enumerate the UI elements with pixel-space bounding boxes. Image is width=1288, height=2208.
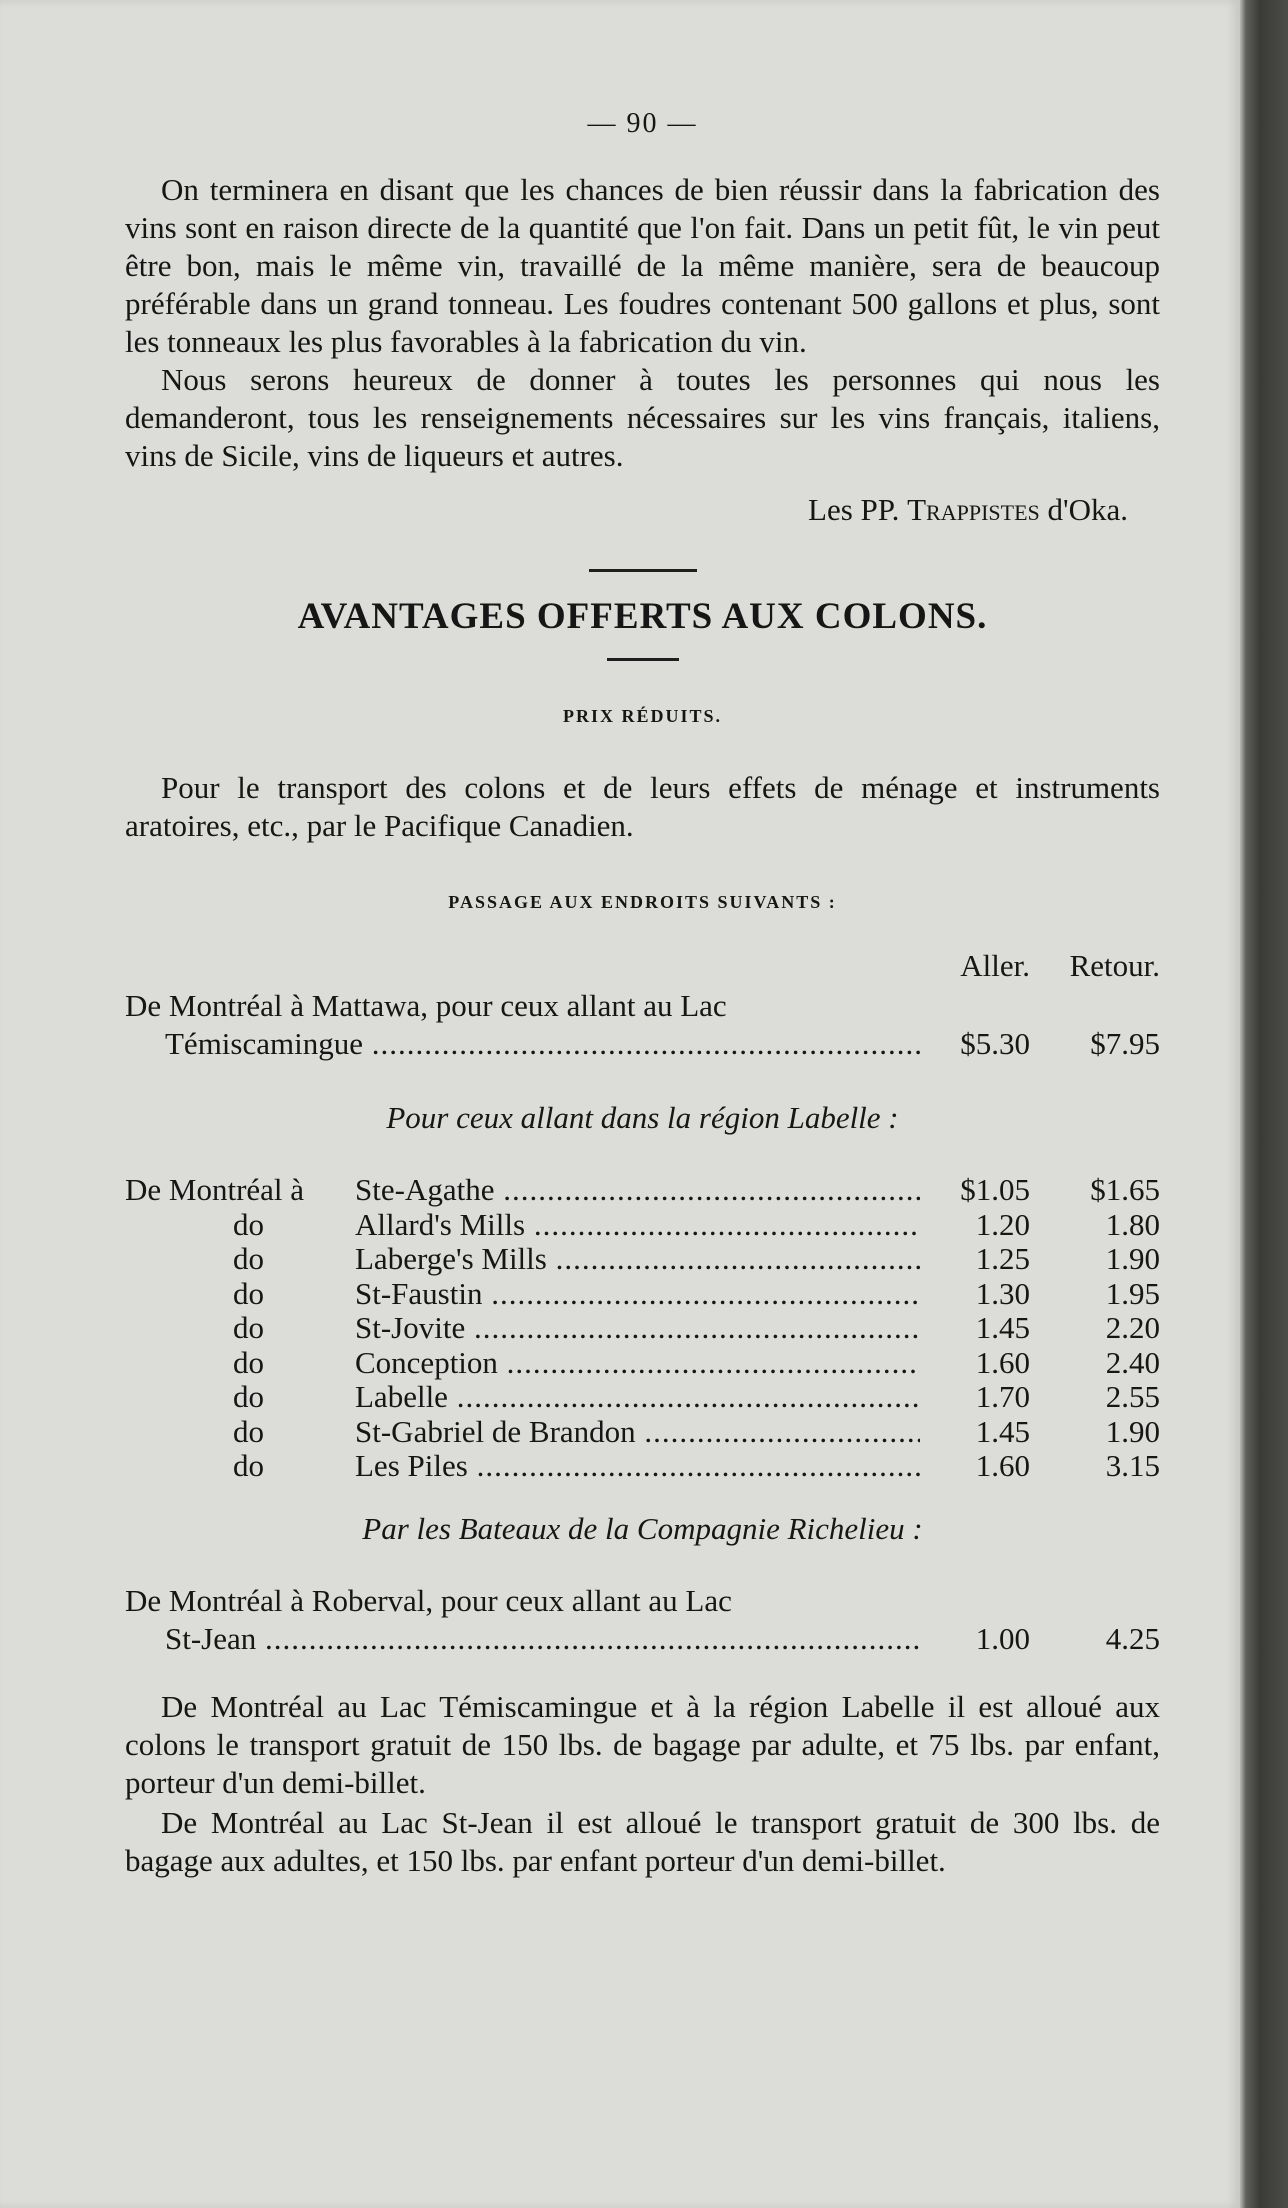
fare-aller: 1.25	[975, 1241, 1030, 1276]
fare-row	[125, 1380, 1160, 1415]
fare-retour: $1.65	[1090, 1172, 1160, 1207]
richelieu-heading: Par les Bateaux de la Compagnie Richelieu :	[362, 1510, 923, 1546]
fare-retour: $7.95	[1090, 1026, 1160, 1061]
fare-destination	[125, 1173, 920, 1208]
fare-prefix: do	[233, 1414, 264, 1449]
fare-entry-line: De Montréal à Mattawa, pour ceux allant au Lac	[125, 988, 727, 1023]
signature	[125, 491, 1128, 529]
fare-destination: Témiscamingue .....	[165, 1025, 920, 1063]
fare-aller: 1.60	[975, 1344, 1030, 1380]
fare-retour: 1.90	[1105, 1241, 1160, 1276]
paragraph-information-offer: Nous serons heureux de donner à toutes les personnes qui nous les demanderont, tous les renseignements nécessaires sur les vins français, italiens, vins de Sicile, vins de liqueurs et autres.	[125, 362, 1160, 473]
divider-rule	[589, 569, 697, 572]
fare-destination	[125, 1346, 920, 1381]
fare-aller: $5.30	[960, 1026, 1030, 1061]
fare-retour: 3.15	[1105, 1448, 1160, 1483]
fare-aller: 1.00	[975, 1620, 1030, 1656]
signature-suffix: d'Oka.	[1047, 492, 1128, 527]
fare-destination	[125, 1311, 920, 1346]
intro-paragraph: Pour le transport des colons et de leurs effets de ménage et instruments aratoires, etc., par le Pacifique Canadien.	[125, 770, 1160, 843]
fare-retour: 2.20	[1105, 1310, 1160, 1345]
fare-place: St-Faustin	[355, 1276, 483, 1311]
fare-retour: 1.80	[1105, 1206, 1160, 1242]
fare-prefix: do	[233, 1276, 264, 1311]
fare-destination	[125, 1449, 920, 1484]
fare-row	[125, 1242, 1160, 1277]
column-header-retour: Retour.	[1069, 948, 1160, 983]
fare-place: Ste-Agathe	[355, 1173, 495, 1207]
fare-entry-mattawa	[125, 987, 1160, 1063]
fare-retour: 1.90	[1105, 1413, 1160, 1449]
fare-destination	[125, 1277, 920, 1312]
divider-rule-short	[607, 658, 679, 661]
fare-aller: 1.30	[975, 1275, 1030, 1311]
fare-row	[125, 1311, 1160, 1346]
labelle-heading: Pour ceux allant dans la région Labelle :	[386, 1100, 899, 1135]
fare-destination: St-Jean .....	[165, 1620, 920, 1658]
fare-aller: 1.70	[975, 1379, 1030, 1414]
fare-row	[125, 1415, 1160, 1450]
fare-prefix: do	[233, 1207, 264, 1242]
fare-prefix: do	[233, 1449, 264, 1483]
fare-aller: 1.45	[975, 1413, 1030, 1449]
fare-row	[125, 1346, 1160, 1381]
fare-aller: 1.45	[975, 1310, 1030, 1345]
fare-retour: 1.95	[1105, 1275, 1160, 1311]
note-baggage-labelle: De Montréal au Lac Témiscamingue et à la région Labelle il est alloué aux colons le transport gratuit de 150 lbs. de bagage par adulte, et 75 lbs. par enfant, porteur d'un demi-billet.	[125, 1688, 1160, 1800]
fare-prefix: do	[233, 1242, 264, 1276]
fare-row	[125, 1620, 1160, 1658]
fare-prefix: do	[233, 1345, 264, 1380]
labelle-fare-table	[125, 1173, 1160, 1484]
fare-destination	[125, 1380, 920, 1415]
fare-row	[125, 1449, 1160, 1484]
fare-place: Allard's Mills	[355, 1207, 526, 1242]
fare-destination	[125, 1242, 920, 1277]
signature-prefix: Les PP.	[808, 492, 900, 527]
fare-prefix: do	[233, 1311, 264, 1345]
signature-name: Trappistes	[907, 492, 1040, 527]
fare-place: Conception	[355, 1345, 498, 1380]
fare-destination	[125, 1415, 920, 1450]
fare-prefix: do	[233, 1380, 264, 1414]
column-header-aller: Aller.	[960, 948, 1030, 983]
fare-row	[125, 1208, 1160, 1243]
section-heading: AVANTAGES OFFERTS AUX COLONS.	[297, 596, 988, 637]
fare-place: St-Jovite	[355, 1311, 466, 1345]
fare-row	[125, 1173, 1160, 1208]
subheading-prix-reduits: PRIX RÉDUITS.	[562, 706, 723, 726]
fare-aller: 1.60	[975, 1448, 1030, 1483]
fare-entry-line: De Montréal à Roberval, pour ceux allant au Lac	[125, 1582, 732, 1618]
fare-row	[125, 1025, 1160, 1063]
fare-aller: $1.05	[960, 1172, 1030, 1207]
fare-entry-roberval	[125, 1582, 1160, 1658]
fare-row	[125, 1277, 1160, 1312]
fare-place: Les Piles	[355, 1449, 468, 1483]
fare-retour: 2.55	[1105, 1379, 1160, 1414]
page-edge-shadow	[1240, 0, 1288, 2208]
column-headers	[125, 947, 1160, 985]
fare-place: St-Gabriel de Brandon	[355, 1414, 636, 1449]
note-baggage-lac-st-jean: De Montréal au Lac St-Jean il est alloué le transport gratuit de 300 lbs. de bagage aux adultes, et 150 lbs. par enfant porteur d'un demi-billet.	[125, 1804, 1160, 1878]
fare-destination	[125, 1208, 920, 1243]
page-number: — 90 —	[587, 108, 698, 139]
fare-place: Laberge's Mills	[355, 1242, 547, 1276]
subheading-passage: PASSAGE AUX ENDROITS SUIVANTS :	[448, 892, 837, 912]
fare-aller: 1.20	[975, 1206, 1030, 1242]
fare-place: Labelle	[355, 1380, 448, 1414]
paragraph-wine-quantity: On terminera en disant que les chances de bien réussir dans la fabrication des vins sont en raison directe de la quantité que l'on fait. Dans un petit fût, le vin peut être bon, mais le même vin, travaillé de la même manière, sera de beaucoup préférable dans un grand tonneau. Les foudres contenant 500 gallons et plus, sont les tonneaux les plus favorables à la fabrication du vin.	[125, 172, 1160, 359]
fare-retour: 2.40	[1105, 1344, 1160, 1380]
page-content	[125, 105, 1160, 1880]
fare-retour: 4.25	[1105, 1620, 1160, 1656]
fare-prefix: De Montréal à	[125, 1173, 305, 1207]
